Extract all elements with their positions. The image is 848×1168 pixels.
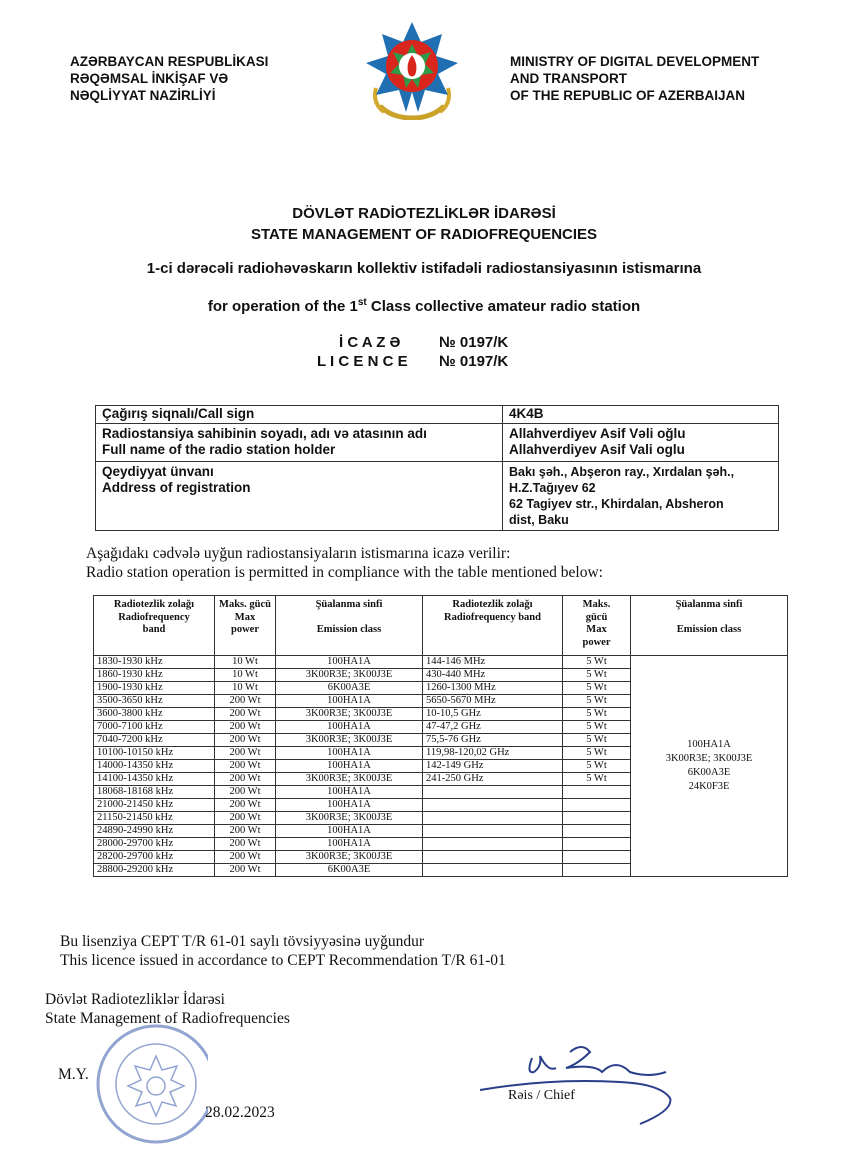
power-2-cell: 5 Wt	[563, 708, 631, 721]
band-cell: 7040-7200 kHz	[94, 734, 215, 747]
power-2-cell: 5 Wt	[563, 734, 631, 747]
holder-table	[95, 405, 779, 531]
permit-az: Aşağıdakı cədvələ uyğun radiostansiyaların istismarına icazə verilir:	[86, 545, 511, 562]
band-cell: 1830-1930 kHz	[94, 656, 215, 669]
band-cell: 24890-24990 kHz	[94, 825, 215, 838]
col-header-emission	[276, 596, 423, 656]
table-header-row	[94, 596, 788, 656]
band-2-cell	[423, 864, 563, 877]
frequency-table	[93, 595, 788, 877]
power-2-cell: 5 Wt	[563, 760, 631, 773]
power-cell: 200 Wt	[215, 734, 276, 747]
purpose-en-post: Class collective amateur radio station	[366, 298, 641, 315]
band-cell: 3500-3650 kHz	[94, 695, 215, 708]
header-text: Radiotezlik zolağı	[452, 599, 533, 610]
col-header-power-2	[563, 596, 631, 656]
emission-cell: 3K00R3E; 3K00J3E	[276, 773, 423, 786]
callsign-label: Çağırış siqnalı/Call sign	[96, 406, 503, 424]
header-right-line: MINISTRY OF DIGITAL DEVELOPMENT	[510, 54, 760, 69]
band-cell: 10100-10150 kHz	[94, 747, 215, 760]
footer-agency-az: Dövlət Radiotezliklər İdarəsi	[45, 991, 225, 1008]
power-2-cell: 5 Wt	[563, 695, 631, 708]
power-cell: 200 Wt	[215, 786, 276, 799]
power-cell: 200 Wt	[215, 760, 276, 773]
power-cell: 10 Wt	[215, 682, 276, 695]
power-2-cell: 5 Wt	[563, 669, 631, 682]
cept-en: This licence issued in accordance to CEPT Recommendation T/R 61-01	[60, 952, 506, 969]
power-2-cell: 5 Wt	[563, 747, 631, 760]
power-2-cell	[563, 838, 631, 851]
power-cell: 200 Wt	[215, 812, 276, 825]
band-cell: 18068-18168 kHz	[94, 786, 215, 799]
frequency-table-body	[94, 656, 788, 877]
band-cell: 21000-21450 kHz	[94, 799, 215, 812]
emission-cell: 3K00R3E; 3K00J3E	[276, 851, 423, 864]
power-2-cell: 5 Wt	[563, 682, 631, 695]
band-2-cell: 430-440 MHz	[423, 669, 563, 682]
permit-en: Radio station operation is permitted in compliance with the table mentioned below:	[86, 564, 603, 581]
emission-cell: 100HA1A	[276, 721, 423, 734]
header-left-line: NƏQLİYYAT NAZİRLİYİ	[70, 88, 216, 103]
power-2-cell	[563, 864, 631, 877]
band-2-cell	[423, 851, 563, 864]
header-left-line: RƏQƏMSAL İNKİŞAF VƏ	[70, 71, 229, 86]
band-cell: 14100-14350 kHz	[94, 773, 215, 786]
power-cell: 200 Wt	[215, 799, 276, 812]
licence-label-az: İ C A Z Ə	[339, 334, 401, 351]
band-2-cell: 47-47,2 GHz	[423, 721, 563, 734]
power-cell: 200 Wt	[215, 708, 276, 721]
col-header-power	[215, 596, 276, 656]
cept-az: Bu lisenziya CEPT T/R 61-01 saylı tövsiyyəsinə uyğundur	[60, 933, 425, 950]
emission-class-list	[631, 656, 788, 877]
address-en-2: dist, Baku	[509, 513, 569, 527]
band-cell: 14000-14350 kHz	[94, 760, 215, 773]
purpose-en	[0, 297, 848, 315]
address-value	[503, 462, 779, 531]
name-az: Allahverdiyev Asif Vəli oğlu	[509, 426, 686, 441]
col-header-emission-2	[631, 596, 788, 656]
address-label-az: Qeydiyyat ünvanı	[102, 464, 214, 479]
emission-class-item: 100HA1A	[687, 739, 731, 750]
table-row	[96, 424, 779, 462]
emission-cell: 100HA1A	[276, 825, 423, 838]
header-text: Max	[586, 624, 607, 635]
power-cell: 200 Wt	[215, 825, 276, 838]
band-2-cell	[423, 786, 563, 799]
name-en: Allahverdiyev Asif Vali oglu	[509, 442, 685, 457]
header-right	[510, 53, 810, 104]
band-cell: 28000-29700 kHz	[94, 838, 215, 851]
header-text: Şüalanma sinfi	[675, 599, 743, 610]
power-2-cell	[563, 851, 631, 864]
permit-text	[86, 544, 603, 582]
emission-cell: 6K00A3E	[276, 682, 423, 695]
band-2-cell: 142-149 GHz	[423, 760, 563, 773]
band-cell: 28800-29200 kHz	[94, 864, 215, 877]
table-row	[96, 406, 779, 424]
address-label	[96, 462, 503, 531]
band-cell: 1900-1930 kHz	[94, 682, 215, 695]
power-2-cell: 5 Wt	[563, 773, 631, 786]
power-cell: 200 Wt	[215, 838, 276, 851]
address-az-2: H.Z.Tağıyev 62	[509, 481, 596, 495]
band-2-cell	[423, 799, 563, 812]
official-stamp	[38, 1022, 208, 1150]
power-2-cell	[563, 786, 631, 799]
emission-cell: 100HA1A	[276, 760, 423, 773]
header-text: Emission class	[676, 623, 742, 635]
power-2-cell	[563, 825, 631, 838]
header-left	[70, 53, 350, 104]
emission-cell: 6K00A3E	[276, 864, 423, 877]
band-2-cell: 10-10,5 GHz	[423, 708, 563, 721]
licence-block	[317, 333, 508, 371]
band-2-cell	[423, 812, 563, 825]
col-header-band-2	[423, 596, 563, 656]
col-header-band	[94, 596, 215, 656]
name-label	[96, 424, 503, 462]
band-2-cell: 241-250 GHz	[423, 773, 563, 786]
band-cell: 21150-21450 kHz	[94, 812, 215, 825]
band-2-cell: 1260-1300 MHz	[423, 682, 563, 695]
band-2-cell	[423, 838, 563, 851]
band-2-cell: 5650-5670 MHz	[423, 695, 563, 708]
address-az-1: Bakı şəh., Abşeron ray., Xırdalan şəh.,	[509, 465, 735, 479]
power-cell: 200 Wt	[215, 747, 276, 760]
licence-number: № 0197/K	[439, 334, 509, 351]
name-value	[503, 424, 779, 462]
header-text: power	[582, 636, 611, 648]
emission-class-item: 3K00R3E; 3K00J3E	[665, 753, 753, 764]
emission-cell: 3K00R3E; 3K00J3E	[276, 812, 423, 825]
address-en-1: 62 Tagiyev str., Khirdalan, Absheron	[509, 497, 724, 511]
power-2-cell: 5 Wt	[563, 656, 631, 669]
header-right-line: OF THE REPUBLIC OF AZERBAIJAN	[510, 88, 746, 103]
header-text: Radiofrequency band	[444, 611, 541, 623]
purpose-en-sup: st	[357, 297, 367, 308]
emission-cell: 100HA1A	[276, 786, 423, 799]
power-cell: 200 Wt	[215, 851, 276, 864]
power-cell: 200 Wt	[215, 721, 276, 734]
emission-cell: 100HA1A	[276, 747, 423, 760]
emission-cell: 3K00R3E; 3K00J3E	[276, 669, 423, 682]
licence-number: № 0197/K	[439, 353, 509, 370]
band-cell: 7000-7100 kHz	[94, 721, 215, 734]
power-cell: 10 Wt	[215, 669, 276, 682]
issue-date: 28.02.2023	[205, 1104, 275, 1121]
emission-cell: 3K00R3E; 3K00J3E	[276, 708, 423, 721]
signature	[470, 1038, 700, 1138]
power-2-cell	[563, 799, 631, 812]
emission-class-item: 24K0F3E	[688, 781, 730, 792]
header-text: Şüalanma sinfi	[315, 599, 383, 610]
header-text: Emission class	[316, 623, 382, 635]
stamp-label: M.Y.	[58, 1066, 89, 1083]
name-label-az: Radiostansiya sahibinin soyadı, adı və atasının adı	[102, 426, 427, 441]
header-text: band	[142, 624, 166, 635]
header-text: power	[231, 624, 259, 635]
address-label-en: Address of registration	[102, 480, 251, 495]
header-text: Radiotezlik zolağı	[113, 599, 195, 610]
header-text: Max	[234, 611, 256, 623]
purpose-az: 1-ci dərəcəli radiohəvəskarın kollektiv istifadəli radiostansiyasının istismarına	[146, 260, 702, 277]
emission-cell: 100HA1A	[276, 799, 423, 812]
agency-title-en: STATE MANAGEMENT OF RADIOFREQUENCIES	[250, 226, 598, 243]
power-cell: 200 Wt	[215, 773, 276, 786]
state-emblem	[362, 18, 462, 120]
emission-cell: 3K00R3E; 3K00J3E	[276, 734, 423, 747]
header-left-line: AZƏRBAYCAN RESPUBLİKASI	[70, 54, 269, 69]
header-text: gücü	[585, 611, 608, 623]
agency-title	[0, 203, 848, 245]
band-cell: 28200-29700 kHz	[94, 851, 215, 864]
footer-agency-en: State Management of Radiofrequencies	[45, 1010, 290, 1027]
band-cell: 1860-1930 kHz	[94, 669, 215, 682]
chief-label: Rəis / Chief	[508, 1088, 575, 1103]
band-2-cell: 75,5-76 GHz	[423, 734, 563, 747]
band-2-cell	[423, 825, 563, 838]
band-2-cell: 144-146 MHz	[423, 656, 563, 669]
emission-cell: 100HA1A	[276, 695, 423, 708]
table-row	[94, 656, 788, 669]
licence-label-en: L I C E N C E	[317, 353, 408, 370]
power-cell: 200 Wt	[215, 695, 276, 708]
header-text: Maks. gücü	[219, 599, 271, 610]
band-2-cell: 119,98-120,02 GHz	[423, 747, 563, 760]
power-cell: 200 Wt	[215, 864, 276, 877]
emission-cell: 100HA1A	[276, 838, 423, 851]
power-cell: 10 Wt	[215, 656, 276, 669]
table-row	[96, 462, 779, 531]
header-text: Radiofrequency	[118, 611, 190, 623]
power-2-cell: 5 Wt	[563, 721, 631, 734]
cept-note	[60, 932, 506, 970]
header-right-line: AND TRANSPORT	[510, 71, 627, 86]
header-text: Maks.	[582, 599, 611, 610]
purpose-en-pre: for operation of the 1	[207, 298, 358, 315]
callsign-value: 4K4B	[503, 406, 779, 424]
band-cell: 3600-3800 kHz	[94, 708, 215, 721]
emission-cell: 100HA1A	[276, 656, 423, 669]
name-label-en: Full name of the radio station holder	[102, 442, 336, 457]
emission-class-item: 6K00A3E	[687, 767, 731, 778]
power-2-cell	[563, 812, 631, 825]
agency-title-az: DÖVLƏT RADİOTEZLİKLƏR İDARƏSİ	[292, 205, 556, 222]
